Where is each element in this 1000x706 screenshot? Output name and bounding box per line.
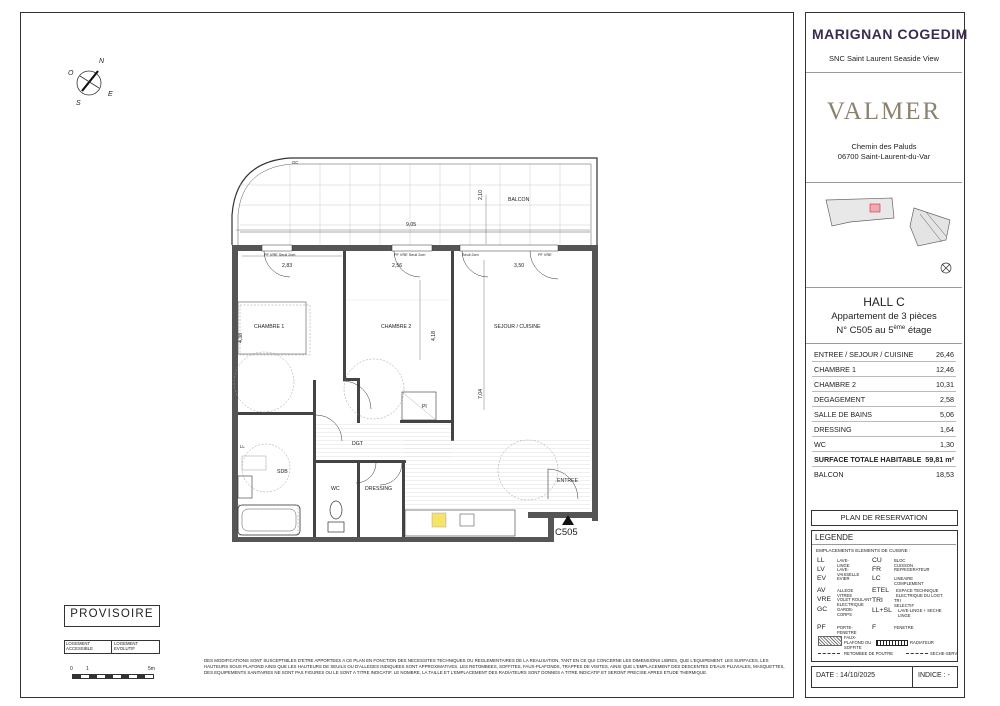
disclaimer: DES MODIFICATIONS SONT SUSCEPTIBLES D'ETRE APPORTEES A CE PLAN EN FONCTION DES NECESSITES TECHNIQUES OU REGLEMENTAIRES DE LA REALISATION, TANT EN CE QUI CONCERNE LES DIMENSIONS LIBRES, QUE L'EQUIPEMENT. LES SURFACES, LES HAUTEURS SOUS PLAFOND AINSI QUE LES HAUTEURS DE SEUILS OU D'ALLEGES INDIQUEES SONT APPROXIMATIVES. LES RETOMBEES, SOFFITES, FAUX-PLAFONDS, TRAPPES DE VISITES, AINSI QUE L'EMPLACEMENT DES DESCENTES D'EAUX PLUVIALES, MASQUETTES, DES EQUIPEMENTS SANITAIRES NE SONT PAS FIGURES OU LE SONT A TITRE INDICATIF. LE NOMBRE, LA TAILLE ET L'EMPLACEMENT DES RADIATEURS SONT DONNES A TITRE INDICATIF ET SERONT PRECISE APRES ETUDE THERMIQUE. [204,658,785,675]
surface-row: DEGAGEMENT 2,58 [812,392,956,407]
badge-evolutif: LOGEMENT EVOLUTIF [114,641,139,651]
compass-icon [62,58,122,108]
surface-row: ENTREE / SEJOUR / CUISINE 26,46 [812,347,956,362]
room-label-wc: WC [331,486,340,492]
dim-283: 2,83 [282,263,293,269]
retombee-swatch [818,653,840,654]
divider [111,641,112,653]
apartment-code: C505 [555,527,578,538]
room-label-ll: LL [240,444,245,449]
room-label-pl: Pl [422,404,427,410]
scale-bar [72,674,154,679]
plan-title: PLAN DE RESERVATION [840,513,928,522]
room-label-balcon: BALCON [508,197,530,203]
seche-swatch [906,653,928,654]
room-label-chambre1: CHAMBRE 1 [254,324,285,330]
room-label-chambre2: CHAMBRE 2 [381,324,412,330]
compass-e: E [108,91,113,98]
divider [806,182,962,183]
hall-title: HALL C [863,295,905,309]
surface-total-row: SURFACE TOTALE HABITABLE 59,81 m² [812,452,956,467]
legend-subtitle: EMPLACEMENTS ELEMENTS DE CUISINE : [816,548,911,553]
dim-418: 4,18 [431,330,438,342]
legend-title: LEGENDE [815,533,854,542]
seche-label: SECHE-SERV [930,651,958,656]
room-label-entree: ENTREE [557,478,579,484]
floor-plan [220,150,610,550]
compass-o: O [68,70,74,77]
indice: INDICE : - [918,672,950,679]
site-plan-thumbnail [822,190,962,280]
dim-350: 3,50 [514,263,525,269]
address-line2: 06700 Saint-Laurent-du-Var [837,152,931,161]
room-label-sejour: SEJOUR / CUISINE [494,324,541,330]
scale-1: 1 [86,666,89,672]
divider [806,287,962,288]
company-name: SNC Saint Laurent Seaside View [829,54,939,63]
dim-256: 2,56 [392,263,403,269]
surface-row: CHAMBRE 2 10,31 [812,377,956,392]
project-logo: VALMER [826,98,942,125]
dim-438: 4,38 [238,332,245,344]
dim-704: 7,04 [478,388,485,400]
faux-plafond-label: FAUX-PLAFOND OU SOFFITE [844,635,872,650]
room-label-dressing: DRESSING [365,486,393,492]
divider [812,544,956,545]
retombee-label: RETOMBEE DE POUTRE [844,651,894,656]
window-label-1: PF VRE Seuil 2cm [264,253,296,257]
room-label-gc: GC [292,160,299,165]
surface-row: DRESSING 1,64 [812,422,956,437]
room-label-dgt: DGT [352,441,363,447]
date: DATE : 14/10/2025 [816,672,876,679]
divider [806,343,962,344]
badge-accessible: LOGEMENT ACCESSIBLE [66,641,93,651]
compass-n: N [99,58,105,65]
brand-logo: MARIGNAN COGEDIM [812,26,968,42]
compass-s: S [76,100,81,107]
window-label-2: PF VRE Seuil 2cm [394,253,426,257]
unit-number: N° C505 au 5ème étage [836,325,932,337]
dim-905: 9,05 [406,222,417,228]
address-line1: Chemin des Paluds [851,142,917,151]
surface-row: CHAMBRE 1 12,46 [812,362,956,377]
surface-row: WC 1,30 [812,437,956,452]
dim-210: 2,10 [478,189,485,201]
provisoire-label: PROVISOIRE [70,608,154,620]
faux-plafond-swatch [818,636,842,646]
radiateur-label: RADIATEUR [910,640,934,645]
divider [912,667,913,687]
window-label-4: PF VRE [538,253,552,257]
scale-0: 0 [70,666,73,672]
window-label-3: Seuil 2cm [462,253,479,257]
scale-5: 5m [148,666,155,672]
balcon-row: BALCON 18,53 [814,470,954,479]
surface-row: SALLE DE BAINS 5,06 [812,407,956,422]
divider [806,72,962,73]
unit-type: Appartement de 3 pièces [831,311,937,322]
radiateur-swatch [876,640,908,646]
room-label-sdb: SDB [277,469,288,475]
